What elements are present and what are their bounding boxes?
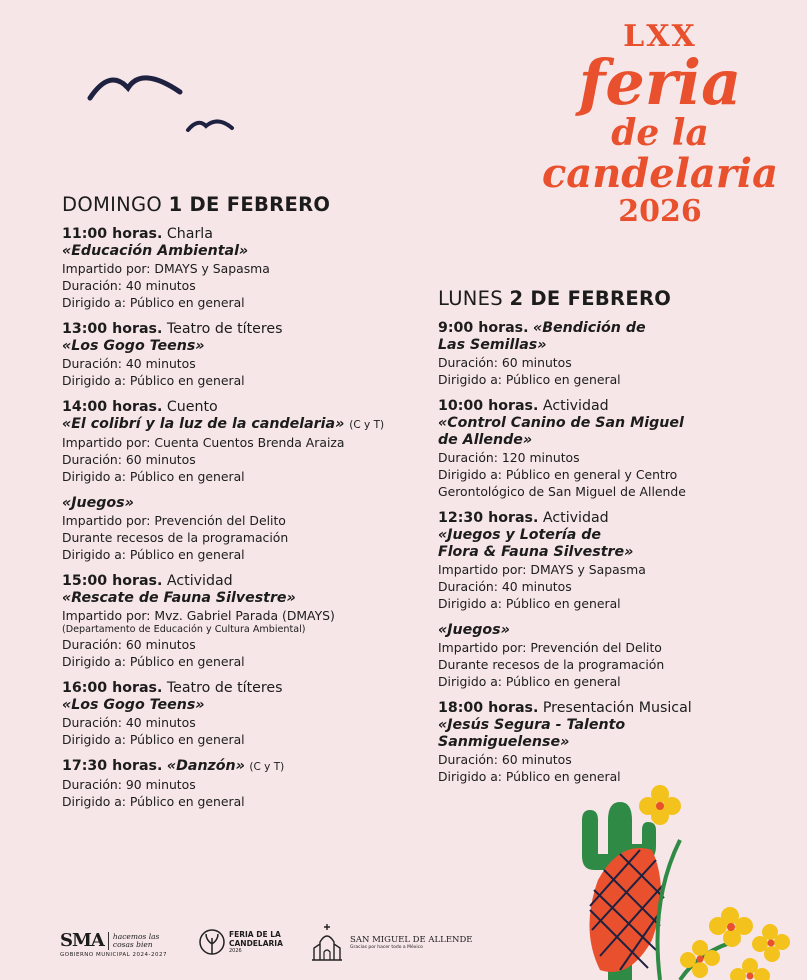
logo-year: 2026 [618,194,702,229]
festival-logo [540,19,780,229]
event-item: 14:00 horas. Cuento «El colibrí y la luz de la candelaria» (C y T) Impartido por: Cuenta Cuentos Brenda Araiza Duración: 60 minutos Dirigido a: Público en general [62,399,385,484]
event-item: «Juegos» Impartido por: Prevención del Delito Durante recesos de la programación Dirigido a: Público en general [438,622,665,689]
event-item: 17:30 horas. «Danzón» (C y T) Duración: 90 minutos Dirigido a: Público en general [62,758,285,809]
event-item: 18:00 horas. Presentación Musical «Jesús Segura - Talento Sanmiguelense» Duración: 60 minutos Dirigido a: Público en general [438,700,692,784]
event-item: 15:00 horas. Actividad «Rescate de Fauna Silvestre» Impartido por: Mvz. Gabriel Parada (DMAYS) (Departamento de Educación y Cultura Ambiental) Duración: 60 minutos Dirigido a: Público en general [62,573,335,669]
flower-icon [198,924,226,960]
monday-schedule [438,287,768,795]
logo-feria: feria [578,46,742,119]
sma-logo: SMA hacemos las cosas bien GOBIERNO MUNICIPAL 2024-2027 [60,930,167,958]
feria-footer-logo: FERIA DE LA CANDELARIA 2026 [198,924,293,960]
logo-candelaria: candelaria [541,150,779,197]
san-miguel-logo: SAN MIGUEL DE ALLENDE Gracias por hacer todo a México [308,922,472,962]
event-item: «Juegos» Impartido por: Prevención del Delito Durante recesos de la programación Dirigido a: Público en general [62,495,289,562]
birds-icon [80,60,250,140]
sunday-schedule [62,193,432,820]
logo-edition: LXX [623,19,697,54]
day-heading: LUNES 2 DE FEBRERO [438,287,672,310]
event-item: 16:00 horas. Teatro de títeres «Los Gogo Teens» Duración: 40 minutos Dirigido a: Público en general [62,680,283,747]
logo-dela: de la [611,112,709,154]
event-item: 10:00 horas. Actividad «Control Canino de San Miguel de Allende» Duración: 120 minutos Dirigido a: Público en general y Centro Gerontológico de San Miguel de Allende [438,398,686,499]
event-item: 12:30 horas. Actividad «Juegos y Lotería de Flora & Fauna Silvestre» Impartido por: DMAYS y Sapasma Duración: 40 minutos Dirigido a: Público en general [438,510,646,611]
event-item: 9:00 horas. «Bendición de Las Semillas» Duración: 60 minutos Dirigido a: Público en general [438,320,646,387]
event-item: 11:00 horas. Charla «Educación Ambiental» Impartido por: DMAYS y Sapasma Duración: 40 minutos Dirigido a: Público en general [62,226,270,310]
church-icon [308,922,346,962]
day-heading: DOMINGO 1 DE FEBRERO [62,193,331,216]
cactus-flowers-illustration [560,780,807,980]
event-item: 13:00 horas. Teatro de títeres «Los Gogo Teens» Duración: 40 minutos Dirigido a: Público en general [62,321,283,388]
